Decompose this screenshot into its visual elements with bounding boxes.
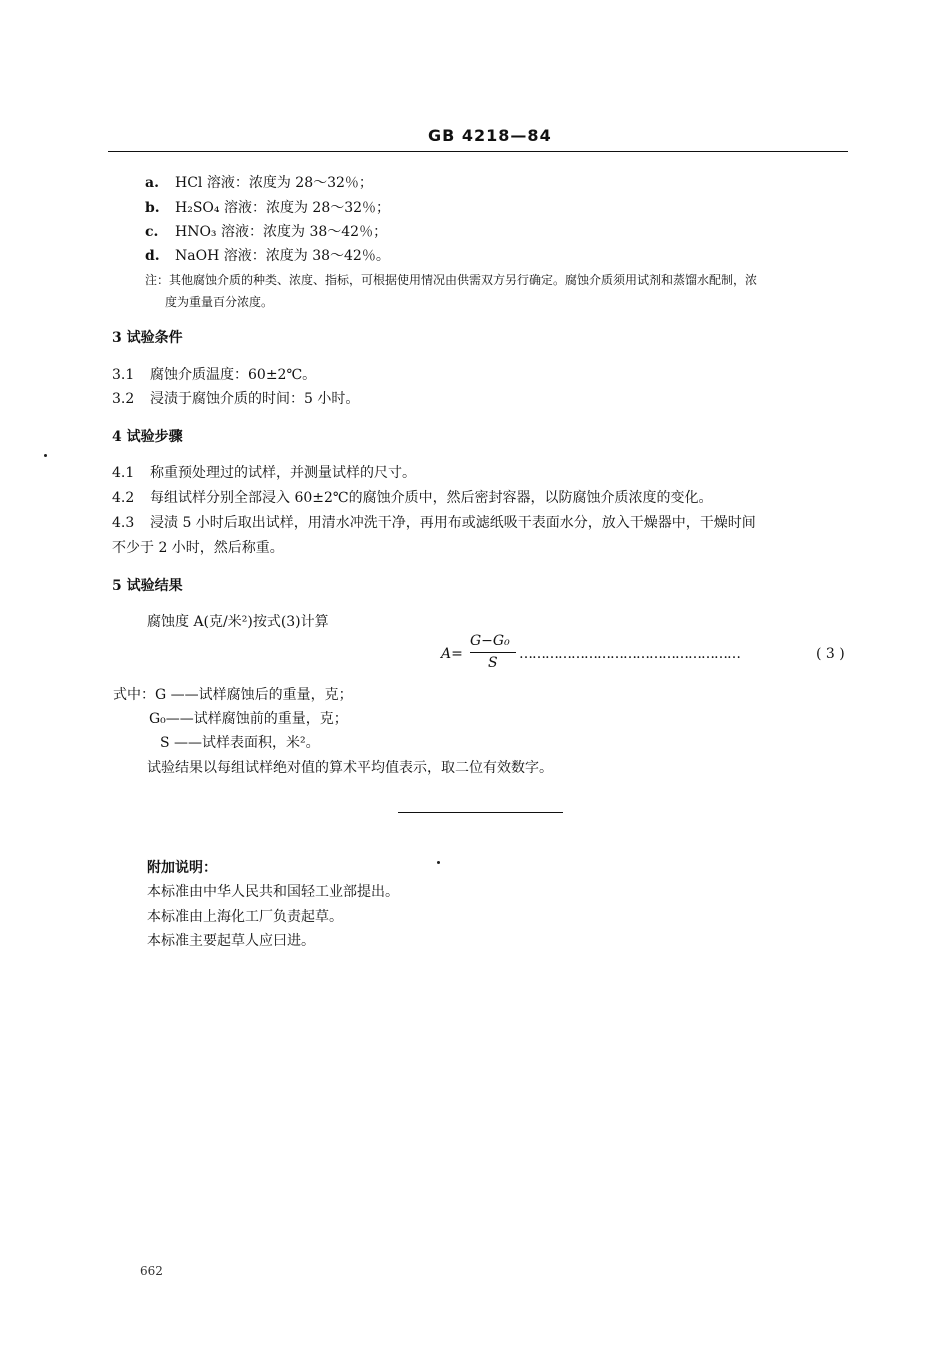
where-line-1: 式中：G ——试样腐蚀后的重量，克； — [113, 687, 353, 703]
formula-leader: …………………………………………… — [519, 646, 740, 662]
clause-number: 4.3 — [112, 515, 135, 531]
clause-text: 浸渍 5 小时后取出试样，用清水冲洗干净，再用布或滤纸吸干表面水分，放入干燥器中，干燥时间 — [150, 515, 756, 531]
clause-number: 4.2 — [112, 490, 135, 506]
clause-4-3-continuation: 不少于 2 小时，然后称重。 — [112, 540, 284, 556]
clause-3-1 — [112, 364, 316, 384]
clause-text: 腐蚀介质温度：60±2℃。 — [150, 367, 317, 383]
appendix-line-3: 本标准主要起草人应曰进。 — [147, 933, 315, 949]
section-5-heading: 5 试验结果 — [112, 578, 183, 594]
appendix-line-2: 本标准由上海化工厂负责起草。 — [147, 909, 343, 925]
item-label: c. — [145, 224, 159, 240]
formula-numerator: G−G₀ — [470, 633, 510, 649]
header-rule — [108, 151, 848, 152]
item-formula: HCl — [175, 175, 203, 191]
appendix-title: 附加说明： — [147, 860, 217, 876]
item-label: a. — [145, 175, 159, 191]
clause-3-2 — [112, 388, 359, 408]
scan-speck — [437, 861, 440, 864]
fraction-bar — [470, 652, 516, 653]
clause-4-1 — [112, 462, 416, 482]
item-label: d. — [145, 248, 160, 264]
list-item — [145, 221, 387, 241]
clause-text: 称重预处理过的试样，并测量试样的尺寸。 — [150, 465, 416, 481]
clause-text: 每组试样分别全部浸入 60±2℃的腐蚀介质中，然后密封容器，以防腐蚀介质浓度的变化。 — [150, 490, 713, 506]
item-formula: NaOH — [175, 248, 220, 264]
section-3-heading: 3 试验条件 — [112, 330, 183, 346]
result-statement: 试验结果以每组试样绝对值的算术平均值表示，取二位有效数字。 — [147, 760, 553, 776]
formula-number: ( 3 ) — [816, 646, 845, 662]
clause-text: 浸渍于腐蚀介质的时间：5 小时。 — [150, 391, 360, 407]
item-text: 溶液：浓度为 38～42％； — [216, 224, 388, 240]
clause-number: 3.1 — [112, 367, 135, 383]
standard-header: GB 4218—84 — [428, 126, 552, 145]
note-line-2: 度为重量百分浓度。 — [165, 295, 274, 309]
list-item — [145, 172, 373, 192]
clause-4-2 — [112, 487, 713, 507]
where-line-2: G₀——试样腐蚀前的重量，克； — [149, 711, 348, 727]
item-formula: HNO₃ — [175, 224, 217, 240]
item-label: b. — [145, 200, 160, 216]
section-4-heading: 4 试验步骤 — [112, 429, 183, 445]
end-rule — [398, 812, 563, 813]
clause-number: 4.1 — [112, 465, 135, 481]
clause-4-3 — [112, 512, 756, 532]
page-number: 662 — [140, 1264, 163, 1278]
note-line-1: 注：其他腐蚀介质的种类、浓度、指标，可根据使用情况由供需双方另行确定。腐蚀介质须用试剂和蒸馏水配制，浓 — [145, 273, 758, 287]
item-text: 溶液：浓度为 38～42％。 — [219, 248, 390, 264]
formula-denominator: S — [488, 655, 498, 671]
formula-intro: 腐蚀度 A(克/米²)按式(3)计算 — [147, 614, 329, 630]
list-item — [145, 197, 390, 217]
appendix-line-1: 本标准由中华人民共和国轻工业部提出。 — [147, 884, 399, 900]
item-formula: H₂SO₄ — [175, 200, 220, 216]
scan-speck — [44, 454, 47, 457]
formula-lhs: A= — [441, 646, 463, 662]
item-text: 溶液：浓度为 28～32％； — [202, 175, 373, 191]
clause-number: 3.2 — [112, 391, 135, 407]
item-text: 溶液：浓度为 28～32％； — [219, 200, 391, 216]
where-line-3: S ——试样表面积，米²。 — [160, 735, 320, 751]
list-item — [145, 245, 390, 265]
